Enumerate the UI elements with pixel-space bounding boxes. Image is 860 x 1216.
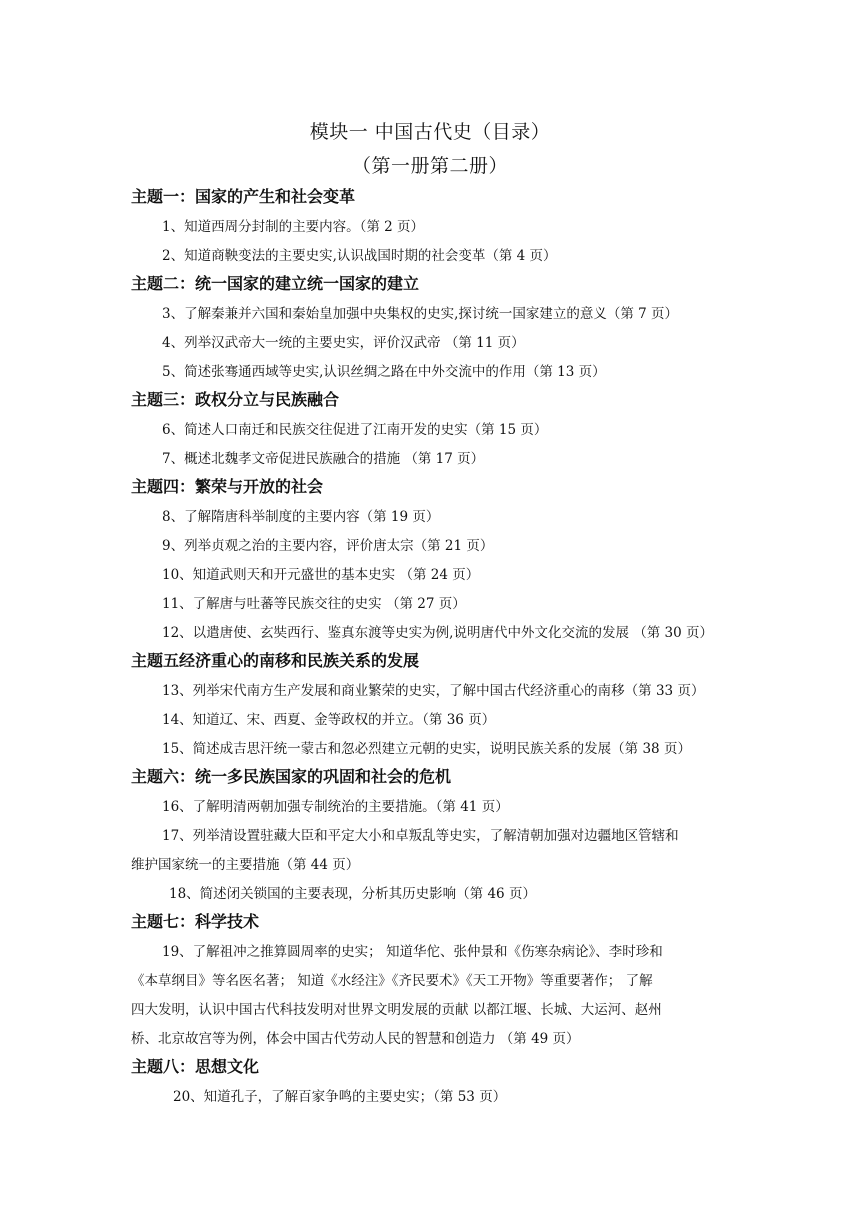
toc-item-continuation: 《本草纲目》等名医名著； 知道《水经注》《齐民要术》《天工开物》等重要著作； 了解 <box>131 973 653 989</box>
toc-item: 16、了解明清两朝加强专制统治的主要措施。（第 41 页） <box>162 799 509 815</box>
toc-item: 11、了解唐与吐蕃等民族交往的史实 （第 27 页） <box>162 596 466 612</box>
toc-item: 20、知道孔子，了解百家争鸣的主要史实；（第 53 页） <box>173 1089 507 1105</box>
theme-heading-2: 主题二：统一国家的建立统一国家的建立 <box>131 274 420 293</box>
toc-item: 3、了解秦兼并六国和秦始皇加强中央集权的史实,探讨统一国家建立的意义（第 7 页） <box>162 306 679 322</box>
page-subtitle: （第一册第二册） <box>351 155 508 177</box>
theme-heading-4: 主题四：繁荣与开放的社会 <box>131 477 324 496</box>
toc-item: 4、列举汉武帝大一统的主要史实，评价汉武帝 （第 11 页） <box>162 335 525 351</box>
theme-heading-1: 主题一：国家的产生和社会变革 <box>131 187 356 206</box>
theme-heading-8: 主题八：思想文化 <box>131 1057 260 1076</box>
toc-item: 10、知道武则天和开元盛世的基本史实 （第 24 页） <box>162 567 480 583</box>
toc-item-continuation: 四大发明，认识中国古代科技发明对世界文明发展的贡献 以都江堰、长城、大运河、赵州 <box>131 1002 662 1018</box>
toc-item: 13、列举宋代南方生产发展和商业繁荣的史实，了解中国古代经济重心的南移（第 33 页） <box>162 683 705 699</box>
theme-heading-3: 主题三：政权分立与民族融合 <box>131 390 340 409</box>
toc-item: 2、知道商鞅变法的主要史实,认识战国时期的社会变革（第 4 页） <box>162 248 557 264</box>
page-title: 模块一 中国古代史（目录） <box>309 121 551 143</box>
toc-item-continuation: 维护国家统一的主要措施（第 44 页） <box>131 857 360 873</box>
toc-item: 5、简述张骞通西域等史实,认识丝绸之路在中外交流中的作用（第 13 页） <box>162 364 606 380</box>
theme-heading-5: 主题五经济重心的南移和民族关系的发展 <box>131 651 420 670</box>
toc-item: 6、简述人口南迁和民族交往促进了江南开发的史实（第 15 页） <box>162 422 548 438</box>
toc-item: 14、知道辽、宋、西夏、金等政权的并立。（第 36 页） <box>162 712 496 728</box>
toc-item: 7、概述北魏孝文帝促进民族融合的措施 （第 17 页） <box>162 451 485 467</box>
theme-heading-7: 主题七：科学技术 <box>131 912 260 931</box>
theme-heading-6: 主题六：统一多民族国家的巩固和社会的危机 <box>131 767 452 786</box>
toc-item: 9、列举贞观之治的主要内容，评价唐太宗（第 21 页） <box>162 538 494 554</box>
toc-item: 18、简述闭关锁国的主要表现，分析其历史影响（第 46 页） <box>169 886 536 902</box>
toc-item: 12、以遣唐使、玄奘西行、鉴真东渡等史实为例,说明唐代中外文化交流的发展 （第 30 页） <box>162 625 714 641</box>
toc-item: 8、了解隋唐科举制度的主要内容（第 19 页） <box>162 509 440 525</box>
toc-item: 15、简述成吉思汗统一蒙古和忽必烈建立元朝的史实，说明民族关系的发展（第 38 页） <box>162 741 691 757</box>
toc-item: 1、知道西周分封制的主要内容。（第 2 页） <box>162 219 425 235</box>
toc-item: 17、列举清设置驻藏大臣和平定大小和卓叛乱等史实，了解清朝加强对边疆地区管辖和 <box>162 828 679 844</box>
toc-item-continuation: 桥、北京故宫等为例，体会中国古代劳动人民的智慧和创造力 （第 49 页） <box>131 1031 580 1047</box>
toc-item: 19、了解祖冲之推算圆周率的史实； 知道华佗、张仲景和《伤寒杂病论》、李时珍和 <box>162 944 663 960</box>
